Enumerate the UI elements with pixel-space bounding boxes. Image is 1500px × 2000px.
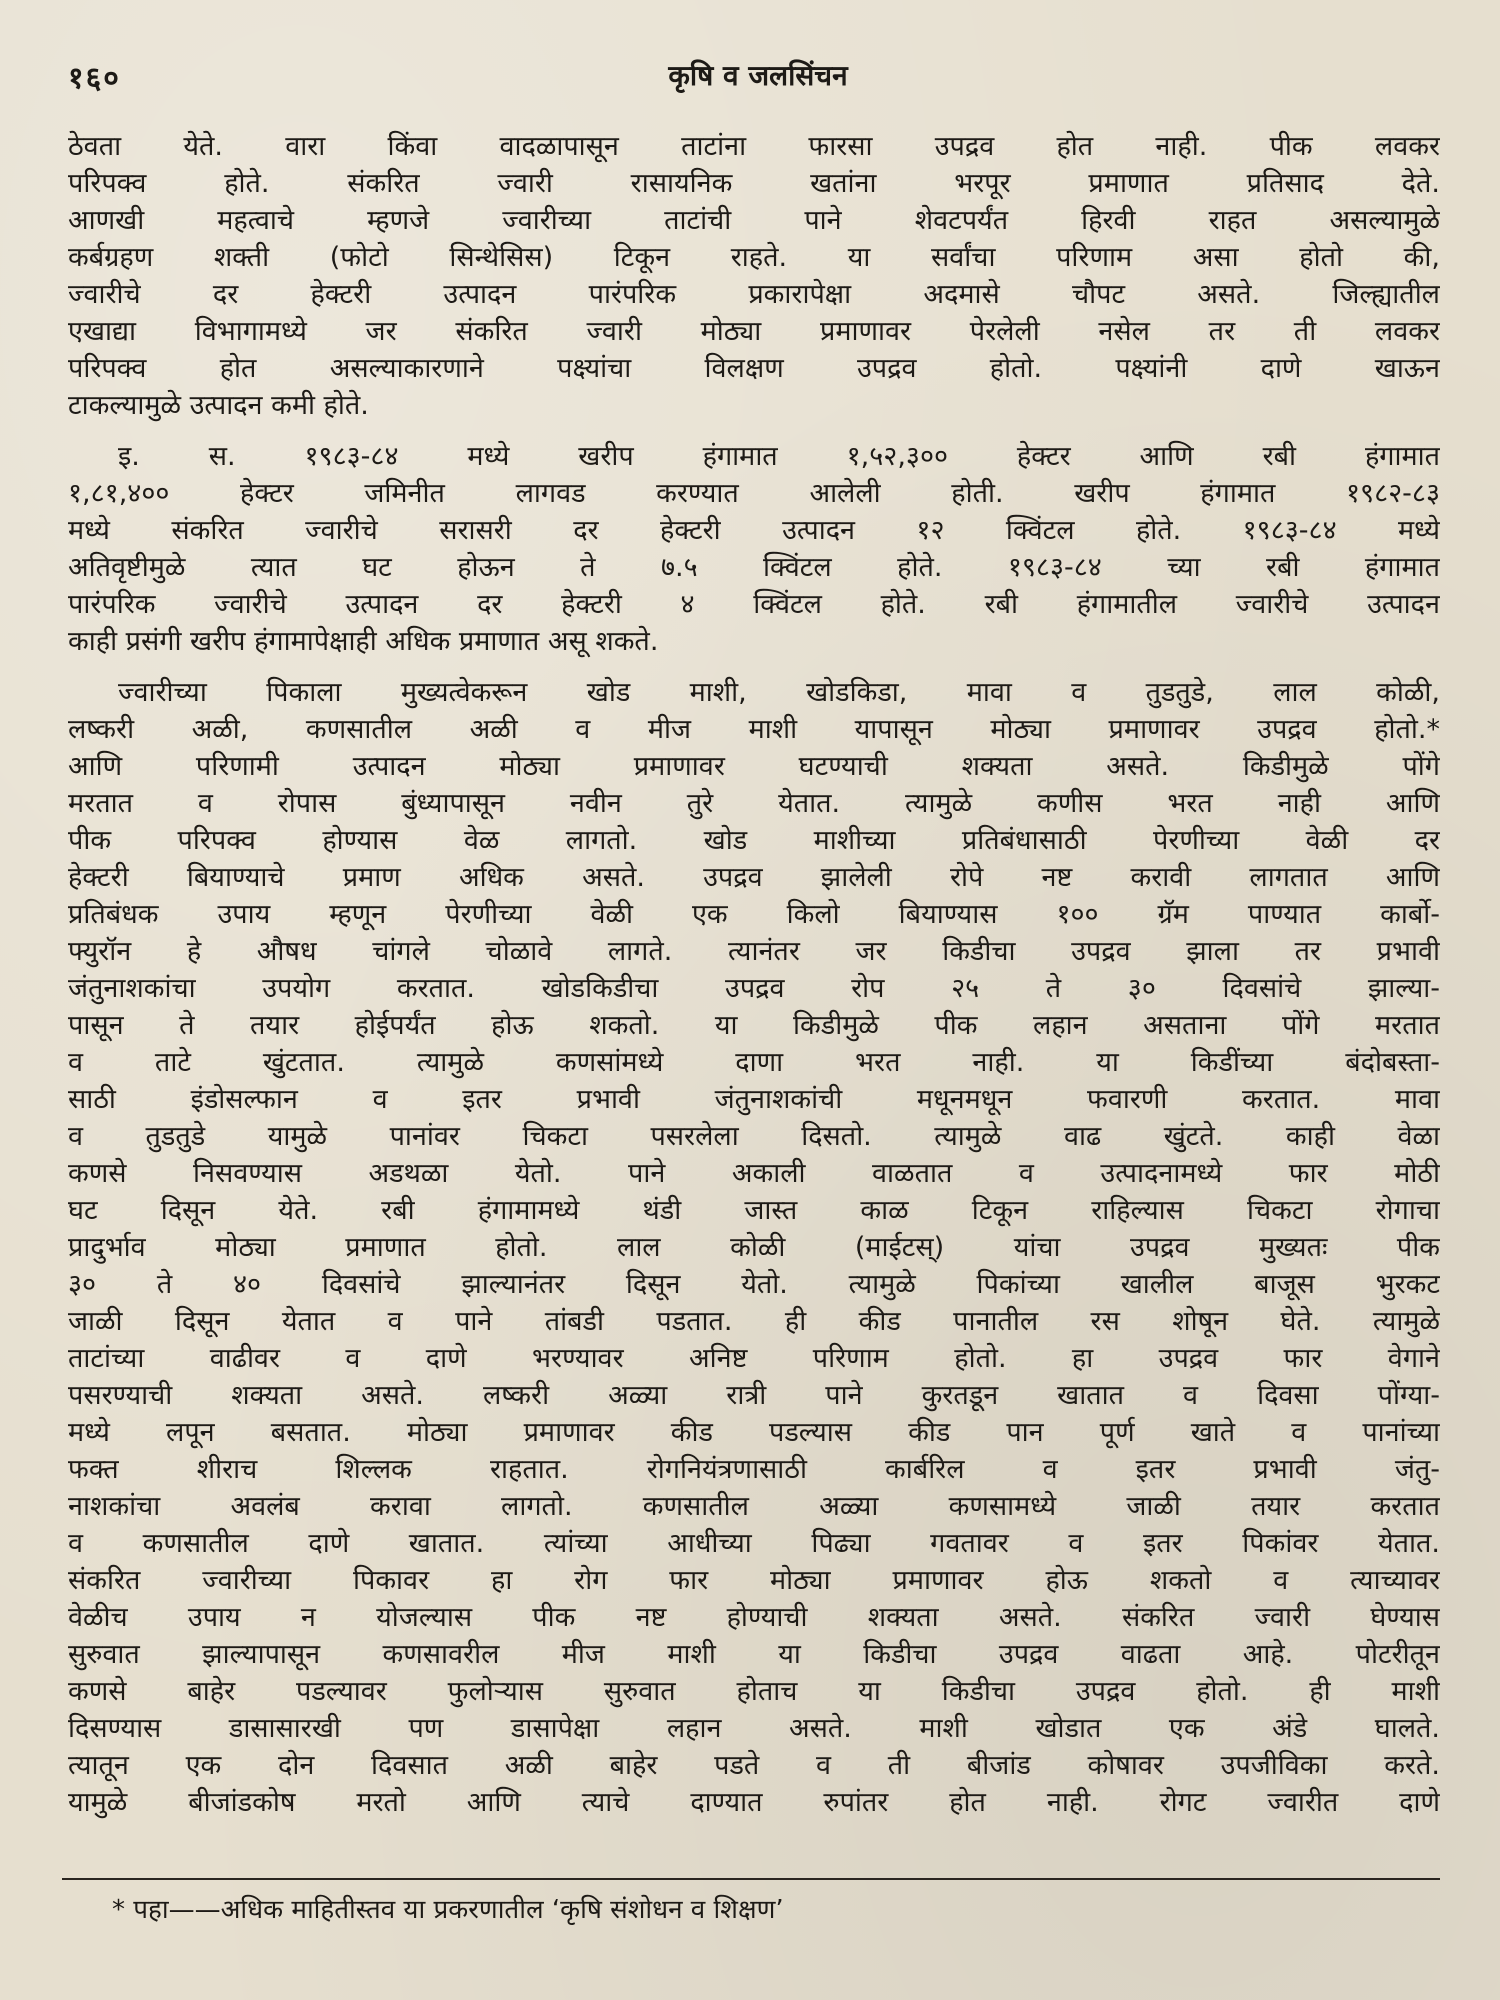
paragraph-pests	[68, 674, 1440, 1821]
text-line: मध्ये संकरित ज्वारीचे सरासरी दर हेक्टरी उत्पादन १२ क्विंटल होते. १९८३-८४ मध्ये	[68, 515, 1440, 546]
text-line: कणसे बाहेर पडल्यावर फुलोऱ्यास सुरुवात होताच या किडीचा उपद्रव होतो. ही माशी	[68, 1676, 1440, 1707]
text-line: लष्करी अळी, कणसातील अळी व मीज माशी यापासून मोठ्या प्रमाणावर उपद्रव होतो.*	[68, 714, 1440, 745]
text-line: जाळी दिसून येतात व पाने तांबडी पडतात. ही कीड पानातील रस शोषून घेते. त्यामुळे	[68, 1306, 1440, 1337]
text-line: व कणसातील दाणे खातात. त्यांच्या आधीच्या पिढ्या गवतावर व इतर पिकांवर येतात.	[68, 1528, 1440, 1559]
text-line: ३० ते ४० दिवसांचे झाल्यानंतर दिसून येतो. त्यामुळे पिकांच्या खालील बाजूस भुरकट	[68, 1269, 1440, 1300]
paragraph-sorghum-hybrid-benefits	[68, 128, 1440, 424]
text-line: नाशकांचा अवलंब करावा लागतो. कणसातील अळ्या कणसामध्ये जाळी तयार करतात	[68, 1491, 1440, 1522]
page-number: १६०	[68, 61, 121, 96]
text-line: कणसे निसवण्यास अडथळा येतो. पाने अकाली वाळतात व उत्पादनामध्ये फार मोठी	[68, 1158, 1440, 1189]
text-line: अतिवृष्टीमुळे त्यात घट होऊन ते ७.५ क्विंटल होते. १९८३-८४ च्या रबी हंगामात	[68, 552, 1440, 583]
text-line: ज्वारीचे दर हेक्टरी उत्पादन पारंपरिक प्रकारापेक्षा अदमासे चौपट असते. जिल्ह्यातील	[68, 279, 1440, 310]
text-line: ताटांच्या वाढीवर व दाणे भरण्यावर अनिष्ट परिणाम होतो. हा उपद्रव फार वेगाने	[68, 1343, 1440, 1374]
text-line: ठेवता येते. वारा किंवा वादळापासून ताटांना फारसा उपद्रव होत नाही. पीक लवकर	[68, 131, 1440, 162]
text-line: प्रतिबंधक उपाय म्हणून पेरणीच्या वेळी एक किलो बियाण्यास १०० ग्रॅम पाण्यात कार्बो-	[68, 899, 1440, 930]
text-line: कर्बग्रहण शक्ती (फोटो सिन्थेसिस) टिकून राहते. या सर्वांचा परिणाम असा होतो की,	[68, 242, 1440, 273]
text-line: इ. स. १९८३-८४ मध्ये खरीप हंगामात १,५२,३०० हेक्टर आणि रबी हंगामात	[118, 441, 1440, 472]
text-line: हेक्टरी बियाण्याचे प्रमाण अधिक असते. उपद्रव झालेली रोपे नष्ट करावी लागतात आणि	[68, 862, 1440, 893]
text-line: टाकल्यामुळे उत्पादन कमी होते.	[68, 390, 369, 421]
text-line: संकरित ज्वारीच्या पिकावर हा रोग फार मोठ्या प्रमाणावर होऊ शकतो व त्याच्यावर	[68, 1565, 1440, 1596]
paragraph-area-and-yield	[68, 438, 1440, 660]
page-header-title: कृषि व जलसिंचन	[668, 59, 848, 92]
text-line: एखाद्या विभागामध्ये जर संकरित ज्वारी मोठ्या प्रमाणावर पेरलेली नसेल तर ती लवकर	[68, 316, 1440, 347]
text-line: पारंपरिक ज्वारीचे उत्पादन दर हेक्टरी ४ क्विंटल होते. रबी हंगामातील ज्वारीचे उत्पादन	[68, 589, 1440, 620]
text-line: काही प्रसंगी खरीप हंगामापेक्षाही अधिक प्रमाणात असू शकते.	[68, 626, 659, 657]
text-line: वेळीच उपाय न योजल्यास पीक नष्ट होण्याची शक्यता असते. संकरित ज्वारी घेण्यास	[68, 1602, 1440, 1633]
text-line: आणखी महत्वाचे म्हणजे ज्वारीच्या ताटांची पाने शेवटपर्यंत हिरवी राहत असल्यामुळे	[68, 205, 1440, 236]
text-line: जंतुनाशकांचा उपयोग करतात. खोडकिडीचा उपद्रव रोप २५ ते ३० दिवसांचे झाल्या-	[68, 973, 1440, 1004]
text-line: १,८१,४०० हेक्टर जमिनीत लागवड करण्यात आलेली होती. खरीप हंगामात १९८२-८३	[68, 478, 1440, 509]
text-line: ज्वारीच्या पिकाला मुख्यत्वेकरून खोड माशी, खोडकिडा, मावा व तुडतुडे, लाल कोळी,	[118, 677, 1440, 708]
text-line: फक्त शीराच शिल्लक राहतात. रोगनियंत्रणासाठी कार्बरिल व इतर प्रभावी जंतु-	[68, 1454, 1440, 1485]
text-line: साठी इंडोसल्फान व इतर प्रभावी जंतुनाशकांची मधूनमधून फवारणी करतात. मावा	[68, 1084, 1440, 1115]
text-line: परिपक्व होत असल्याकारणाने पक्ष्यांचा विलक्षण उपद्रव होतो. पक्ष्यांनी दाणे खाऊन	[68, 353, 1440, 384]
text-line: आणि परिणामी उत्पादन मोठ्या प्रमाणावर घटण्याची शक्यता असते. किडीमुळे पोंगे	[68, 751, 1440, 782]
text-line: फ्युरॉन हे औषध चांगले चोळावे लागते. त्यानंतर जर किडीचा उपद्रव झाला तर प्रभावी	[68, 936, 1440, 967]
text-line: परिपक्व होते. संकरित ज्वारी रासायनिक खतांना भरपूर प्रमाणात प्रतिसाद देते.	[68, 168, 1440, 199]
text-line: पसरण्याची शक्यता असते. लष्करी अळ्या रात्री पाने कुरतडून खातात व दिवसा पोंग्या-	[68, 1380, 1440, 1411]
text-line: घट दिसून येते. रबी हंगामामध्ये थंडी जास्त काळ टिकून राहिल्यास चिकटा रोगाचा	[68, 1195, 1440, 1226]
text-line: पीक परिपक्व होण्यास वेळ लागतो. खोड माशीच्या प्रतिबंधासाठी पेरणीच्या वेळी दर	[68, 825, 1440, 856]
text-line: मध्ये लपून बसतात. मोठ्या प्रमाणावर कीड पडल्यास कीड पान पूर्ण खाते व पानांच्या	[68, 1417, 1440, 1448]
text-line: पासून ते तयार होईपर्यंत होऊ शकतो. या किडीमुळे पीक लहान असताना पोंगे मरतात	[68, 1010, 1440, 1041]
text-line: व तुडतुडे यामुळे पानांवर चिकटा पसरलेला दिसतो. त्यामुळे वाढ खुंटते. काही वेळा	[68, 1121, 1440, 1152]
text-line: सुरुवात झाल्यापासून कणसावरील मीज माशी या किडीचा उपद्रव वाढता आहे. पोटरीतून	[68, 1639, 1440, 1670]
text-line: दिसण्यास डासासारखी पण डासापेक्षा लहान असते. माशी खोडात एक अंडे घालते.	[68, 1713, 1440, 1744]
text-line: यामुळे बीजांडकोष मरतो आणि त्याचे दाण्यात रुपांतर होत नाही. रोगट ज्वारीत दाणे	[68, 1787, 1440, 1818]
text-line: त्यातून एक दोन दिवसात अळी बाहेर पडते व ती बीजांड कोषावर उपजीविका करते.	[68, 1750, 1440, 1781]
body-text	[68, 128, 1440, 1868]
text-line: प्रादुर्भाव मोठ्या प्रमाणात होतो. लाल कोळी (माईटस्) यांचा उपद्रव मुख्यतः पीक	[68, 1232, 1440, 1263]
text-line: मरतात व रोपास बुंध्यापासून नवीन तुरे येतात. त्यामुळे कणीस भरत नाही आणि	[68, 788, 1440, 819]
footnote-divider	[62, 1878, 1440, 1880]
footnote: * पहा——अधिक माहितीस्तव या प्रकरणातील ‘कृषि संशोधन व शिक्षण’	[112, 1895, 784, 1925]
text-line: व ताटे खुंटतात. त्यामुळे कणसांमध्ये दाणा भरत नाही. या किडींच्या बंदोबस्ता-	[68, 1047, 1440, 1078]
running-head	[68, 56, 1448, 96]
